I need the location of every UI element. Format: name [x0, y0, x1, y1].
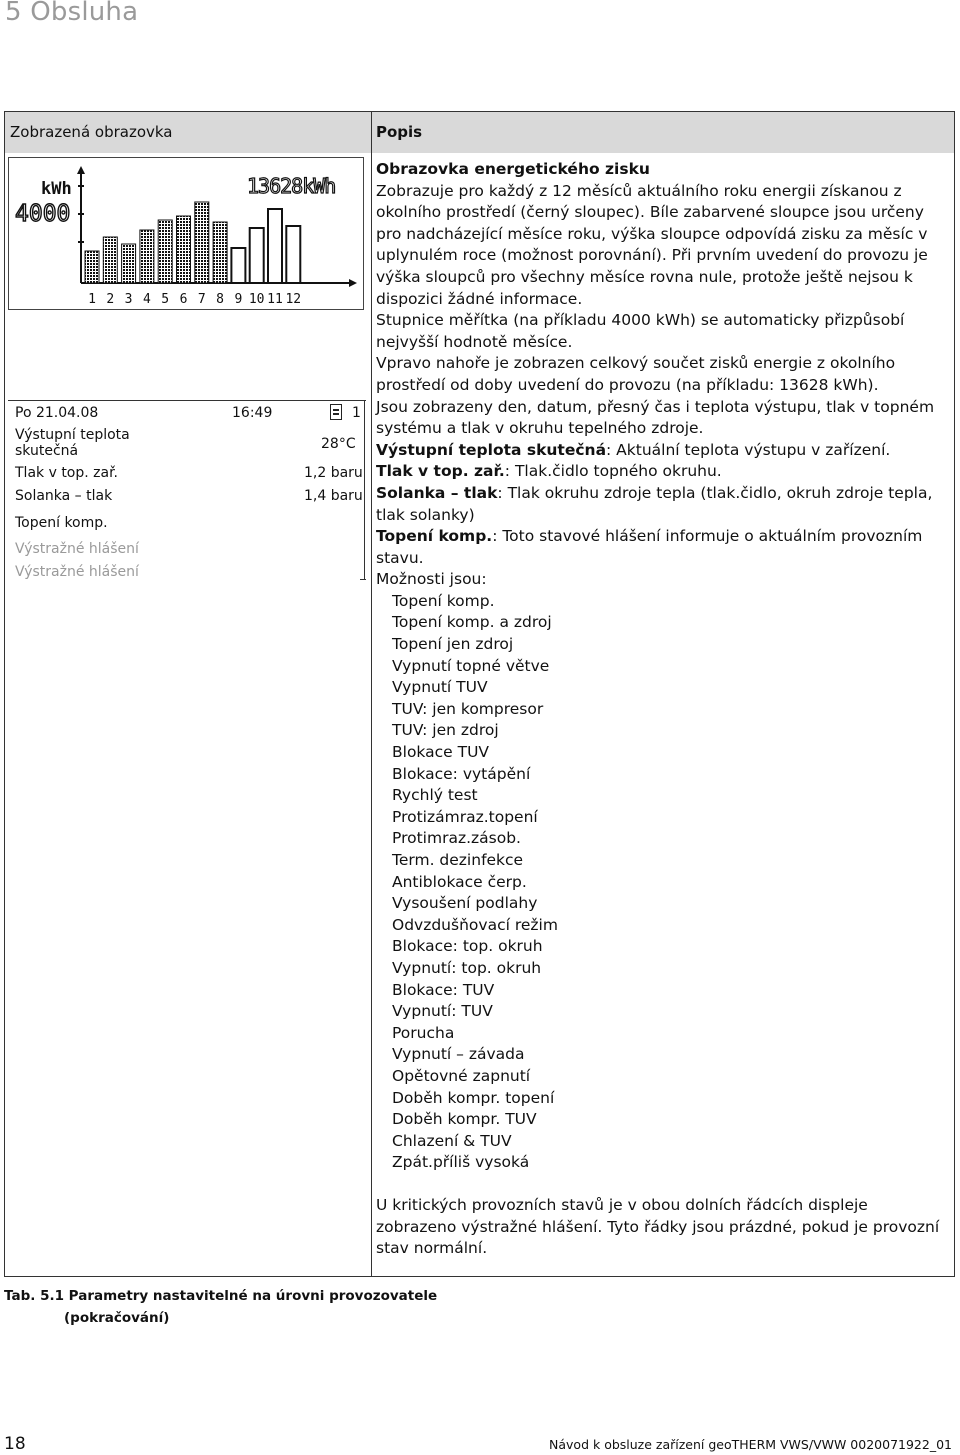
brine-pressure-label: Solanka – tlak [15, 488, 113, 504]
option-item: Doběh kompr. TUV [392, 1110, 537, 1129]
column-divider [371, 112, 372, 1276]
option-item: Topení komp. a zdroj [392, 613, 552, 632]
option-item: Vypnutí: TUV [392, 1002, 493, 1021]
page-number: 18 [4, 1434, 26, 1454]
column-header-display: Zobrazená obrazovka [10, 123, 173, 141]
option-item: Topení komp. [392, 591, 495, 610]
x-tick-label: 5 [161, 292, 170, 307]
option-item: TUV: jen kompresor [392, 699, 544, 718]
option-item: Blokace TUV [392, 743, 490, 762]
bar-previous-year [286, 226, 300, 283]
menu-icon [330, 404, 342, 420]
term-brine-pressure-text: : Tlak okruhu zdroje tepla (tlak.čidlo, okruh zdroje tepla, tlak solanky) [376, 483, 933, 524]
total-energy-value: 13628kWh [247, 174, 336, 198]
term-brine-pressure: Solanka – tlak [376, 483, 498, 502]
table-caption [4, 1285, 437, 1329]
caption-line: Tab. 5.1 Parametry nastavitelné na úrovni provozovatele [4, 1288, 438, 1304]
description-final: U kritických provozních stavů je v obou dolních řádcích displeje zobrazeno výstražné hlášení. Tyto řádky jsou prázdné, pokud je provozní stav normální. [376, 1195, 940, 1258]
flow-temp-value: 28°C [321, 436, 356, 452]
x-axis-arrow [349, 279, 357, 287]
bar-current-year [177, 216, 191, 283]
y-unit-label: kWh [41, 179, 72, 199]
bar-previous-year [268, 209, 282, 283]
bar-previous-year [250, 228, 264, 283]
warning-line-1: Výstražné hlášení [15, 541, 139, 557]
bar-current-year [195, 202, 209, 283]
bar-previous-year [231, 248, 245, 283]
column-header-description: Popis [376, 123, 423, 141]
option-item: Doběh kompr. topení [392, 1088, 555, 1107]
x-tick-label: 2 [106, 292, 115, 307]
scale-value: 4000 [15, 201, 71, 227]
x-tick-label: 9 [234, 292, 243, 307]
brine-pressure-value: 1,4 baru [304, 488, 363, 504]
bar-current-year [122, 244, 136, 283]
option-item: Blokace: TUV [392, 980, 495, 999]
option-item: Vypnutí: top. okruh [392, 958, 542, 977]
flow-temp-label: Výstupní teplota skutečná [15, 427, 130, 459]
option-item: Protizámraz.topení [392, 807, 538, 826]
term-heating-pressure-text: : Tlak.čidlo topného okruhu. [504, 462, 722, 481]
display-date: Po 21.04.08 [15, 405, 99, 421]
x-tick-label: 10 [248, 292, 265, 307]
options-list [376, 591, 951, 1174]
term-flow-temp-text: : Aktuální teplota výstupu v zařízení. [606, 440, 891, 459]
x-tick-label: 4 [142, 292, 151, 307]
option-item: Porucha [392, 1023, 455, 1042]
x-axis-labels [88, 292, 301, 307]
description-paragraph: Jsou zobrazeny den, datum, přesný čas i teplota výstupu, tlak v topném systému a tlak v okruhu tepelného zdroje. [376, 397, 935, 438]
display-right-border [364, 400, 365, 580]
description-paragraph: Vpravo nahoře je zobrazen celkový součet zisků energie z okolního prostředí od doby uvedení do provozu (na příkladu: 13628 kWh). [376, 354, 896, 394]
caption-continued: (pokračování) [64, 1310, 170, 1326]
x-tick-label: 3 [124, 292, 133, 307]
operating-mode: Topení komp. [15, 515, 108, 531]
option-item: Vysoušení podlahy [392, 894, 538, 913]
option-item: Chlazení & TUV [392, 1131, 512, 1150]
option-item: Rychlý test [392, 786, 478, 805]
option-item: Opětovné zapnutí [392, 1066, 531, 1085]
x-tick-label: 8 [216, 292, 225, 307]
option-item: Vypnutí – závada [392, 1045, 525, 1064]
x-tick-label: 12 [285, 292, 302, 307]
term-operating-mode-text: : Toto stavové hlášení informuje o aktuálním provozním stavu. [376, 527, 923, 567]
term-operating-mode: Topení komp. [376, 527, 493, 546]
heating-pressure-label: Tlak v top. zař. [15, 465, 119, 481]
options-title: Možnosti jsou: [376, 570, 487, 589]
term-flow-temp: Výstupní teplota skutečná [376, 440, 607, 459]
display-bottom-tick [360, 579, 366, 580]
description-paragraph: Zobrazuje pro každý z 12 měsíců aktuálního roku energii získanou z okolního prostředí (černý sloupec). Bíle zabarvené sloupce jsou určeny pro nadcházející měsíce roku, výška sloupce odpovídá zisku za měsíc v uplynulém roce (možnost porovnání). Při prvním uvedení do provozu je výška sloupců pro všechny měsíce rovna nule, protože ještě nejsou k dispozici žádné informace. [376, 181, 928, 308]
option-item: Topení jen zdroj [392, 635, 514, 654]
option-item: Antiblokace čerp. [392, 872, 527, 891]
display-top-border [8, 400, 366, 401]
bar-current-year [103, 237, 117, 283]
table-header-right [372, 112, 954, 153]
status-display [8, 395, 366, 583]
option-item: TUV: jen zdroj [392, 721, 499, 740]
option-item: Zpát.příliš vysoká [392, 1153, 530, 1172]
option-item: Protimraz.zásob. [392, 829, 521, 848]
warning-line-2: Výstražné hlášení [15, 564, 139, 580]
section-title: 5 Obsluha [5, 0, 139, 27]
option-item: Blokace: vytápění [392, 764, 531, 783]
description-column [376, 159, 951, 1260]
energy-chart [9, 158, 363, 309]
bar-current-year [213, 222, 227, 283]
term-heating-pressure: Tlak v top. zař. [376, 462, 505, 481]
option-item: Vypnutí topné větve [392, 656, 550, 675]
description-title: Obrazovka energetického zisku [376, 160, 650, 178]
option-item: Odvzdušňovací režim [392, 915, 558, 934]
bar-current-year [140, 230, 154, 283]
x-tick-label: 1 [88, 292, 96, 307]
y-axis-arrow [77, 166, 85, 174]
display-time: 16:49 [232, 405, 273, 421]
x-tick-label: 11 [267, 292, 283, 307]
option-item: Blokace: top. okruh [392, 937, 543, 956]
description-paragraph: Stupnice měřítka (na příkladu 4000 kWh) se automaticky přizpůsobí nejvyšší hodnotě měsíce. [376, 311, 905, 351]
bar-current-year [85, 251, 99, 283]
option-item: Term. dezinfekce [392, 851, 524, 869]
display-page-number: 1 [352, 405, 361, 421]
option-item: Vypnutí TUV [392, 678, 488, 697]
x-tick-label: 7 [197, 292, 206, 307]
heating-pressure-value: 1,2 baru [304, 465, 363, 481]
footer-document-info: Návod k obsluze zařízení geoTHERM VWS/VWW 0020071922_01 [549, 1437, 952, 1452]
x-tick-label: 6 [179, 292, 188, 307]
bar-current-year [158, 220, 172, 283]
